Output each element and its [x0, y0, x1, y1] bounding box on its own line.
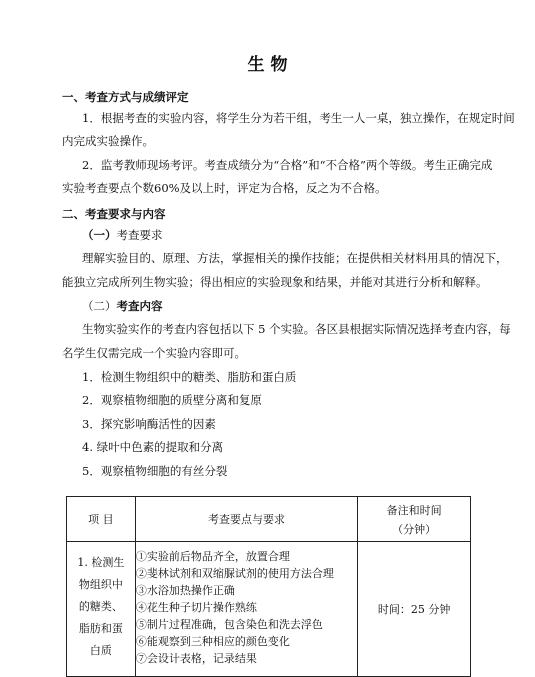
- experiment-item: 4. 绿叶中色素的提取和分离: [82, 440, 224, 454]
- section2-heading: 二、考查要求与内容: [62, 207, 166, 221]
- point-item: ⑥能观察到三种相应的颜色变化: [135, 635, 290, 648]
- content-line1: 生物实验实作的考查内容包括以下 5 个实验。各区县根据实际情况选择考查内容，每: [82, 322, 511, 336]
- header-points: 考查要点与要求: [135, 497, 357, 542]
- header-item: 项 目: [67, 497, 136, 542]
- row-item-name-line: 白质: [89, 644, 112, 657]
- row-time: 时间：25 分钟: [358, 542, 471, 677]
- point-item: ①实验前后物品齐全，放置合理: [135, 550, 290, 563]
- requirements-line2: 能独立完成所列生物实验；得出相应的实验现象和结果，并能对其进行分析和解释。: [62, 275, 488, 289]
- section1-p1-line2: 内完成实验操作。: [62, 134, 154, 148]
- row-points: [135, 542, 357, 677]
- table-header-row: [67, 497, 471, 542]
- subheading-requirements: [82, 224, 163, 247]
- header-time: [358, 497, 471, 542]
- row-item-name-line: 物组织中: [78, 578, 123, 591]
- table-row: [67, 542, 471, 677]
- subheading-requirements-title: 考查要求: [116, 228, 163, 242]
- page-title: 生 物: [247, 55, 288, 75]
- section1-heading: 一、考查方式与成绩评定: [62, 90, 189, 104]
- row-item-name: [67, 542, 136, 677]
- header-time-line2: （分钟）: [392, 523, 437, 536]
- point-item: ⑤制片过程准确，包含染色和洗去浮色: [135, 618, 323, 631]
- subheading-content-title: 考查内容: [116, 299, 163, 313]
- header-time-line1: 备注和时间: [386, 504, 442, 517]
- row-item-name-line: 1. 检测生: [77, 556, 125, 569]
- subheading-content: [82, 295, 163, 318]
- point-item: ④花生种子切片操作熟练: [135, 601, 257, 614]
- experiment-item: 2．观察植物细胞的质壁分离和复原: [82, 393, 262, 407]
- experiment-item: 1．检测生物组织中的糖类、脂肪和蛋白质: [82, 370, 297, 384]
- experiment-item: 3．探究影响酶活性的因素: [82, 417, 216, 431]
- requirements-line1: 理解实验目的、原理、方法，掌握相关的操作技能；在提供相关材料用具的情况下，: [82, 251, 508, 265]
- point-item: ②斐林试剂和双缩脲试剂的使用方法合理: [135, 567, 334, 580]
- row-item-name-line: 的糖类、: [78, 600, 123, 613]
- section1-p1-line1: 1．根据考查的实验内容，将学生分为若干组，考生一人一桌，独立操作，在规定时间: [82, 111, 515, 125]
- section1-p2-line1: 2．监考教师现场考评。考查成绩分为“合格”和“不合格”两个等级。考生正确完成: [82, 158, 493, 172]
- point-item: ⑦会设计表格，记录结果: [135, 652, 257, 665]
- subheading-content-number: （二）: [82, 299, 117, 313]
- assessment-table: [66, 496, 471, 677]
- point-item: ③水浴加热操作正确: [135, 584, 235, 597]
- content-line2: 名学生仅需完成一个实验内容即可。: [62, 346, 246, 360]
- section1-p2-line2: 实验考查要点个数60%及以上时，评定为合格，反之为不合格。: [62, 181, 387, 195]
- experiment-item: 5．观察植物细胞的有丝分裂: [82, 464, 228, 478]
- row-item-name-line: 脂肪和蛋: [78, 622, 123, 635]
- subheading-requirements-number: （一）: [82, 228, 117, 242]
